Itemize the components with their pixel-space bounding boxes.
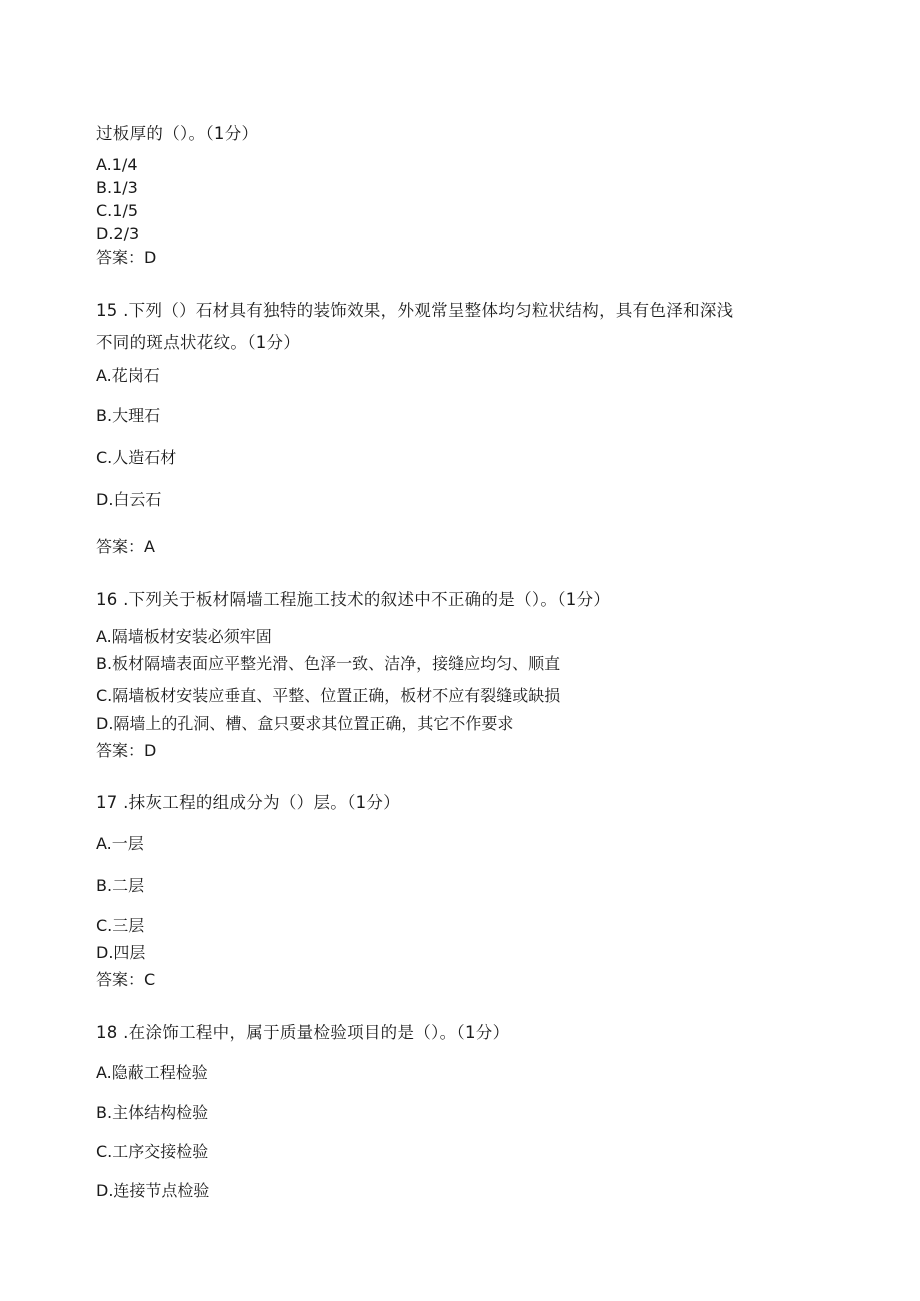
- question-16-stem: 16 .下列关于板材隔墙工程施工技术的叙述中不正确的是（）。（1分）: [96, 590, 611, 609]
- option-a: A.花岗石: [96, 366, 160, 385]
- option-a: A.隔墙板材安装必须牢固: [96, 627, 272, 646]
- option-b: B.1/3: [96, 178, 138, 197]
- answer: 答案：A: [96, 537, 155, 556]
- option-b: B.板材隔墙表面应平整光滑、色泽一致、洁净，接缝应均匀、顺直: [96, 654, 561, 673]
- option-a: A.一层: [96, 834, 144, 853]
- question-15-stem-line1: 15 .下列（）石材具有独特的装饰效果，外观常呈整体均匀粒状结构，具有色泽和深浅: [96, 301, 734, 320]
- answer: 答案：C: [96, 970, 156, 989]
- option-c: C.三层: [96, 916, 145, 935]
- option-d: D.连接节点检验: [96, 1181, 210, 1200]
- option-c: C.1/5: [96, 201, 139, 220]
- option-b: B.大理石: [96, 406, 161, 425]
- answer: 答案：D: [96, 741, 157, 760]
- option-c: C.人造石材: [96, 448, 177, 467]
- question-18-stem: 18 .在涂饰工程中，属于质量检验项目的是（）。（1分）: [96, 1023, 510, 1042]
- option-c: C.工序交接检验: [96, 1142, 209, 1161]
- option-d: D.四层: [96, 943, 146, 962]
- question-14-stem-tail: 过板厚的（）。（1分）: [96, 124, 259, 143]
- option-d: D.隔墙上的孔洞、槽、盒只要求其位置正确，其它不作要求: [96, 714, 514, 733]
- option-d: D.2/3: [96, 224, 140, 243]
- option-d: D.白云石: [96, 490, 162, 509]
- option-a: A.1/4: [96, 155, 138, 174]
- option-a: A.隐蔽工程检验: [96, 1063, 208, 1082]
- option-c: C.隔墙板材安装应垂直、平整、位置正确，板材不应有裂缝或缺损: [96, 686, 561, 705]
- answer: 答案：D: [96, 248, 157, 267]
- question-17-stem: 17 .抹灰工程的组成分为（）层。（1分）: [96, 793, 401, 812]
- option-b: B.二层: [96, 876, 145, 895]
- question-15-stem-line2: 不同的斑点状花纹。（1分）: [96, 333, 301, 352]
- option-b: B.主体结构检验: [96, 1103, 209, 1122]
